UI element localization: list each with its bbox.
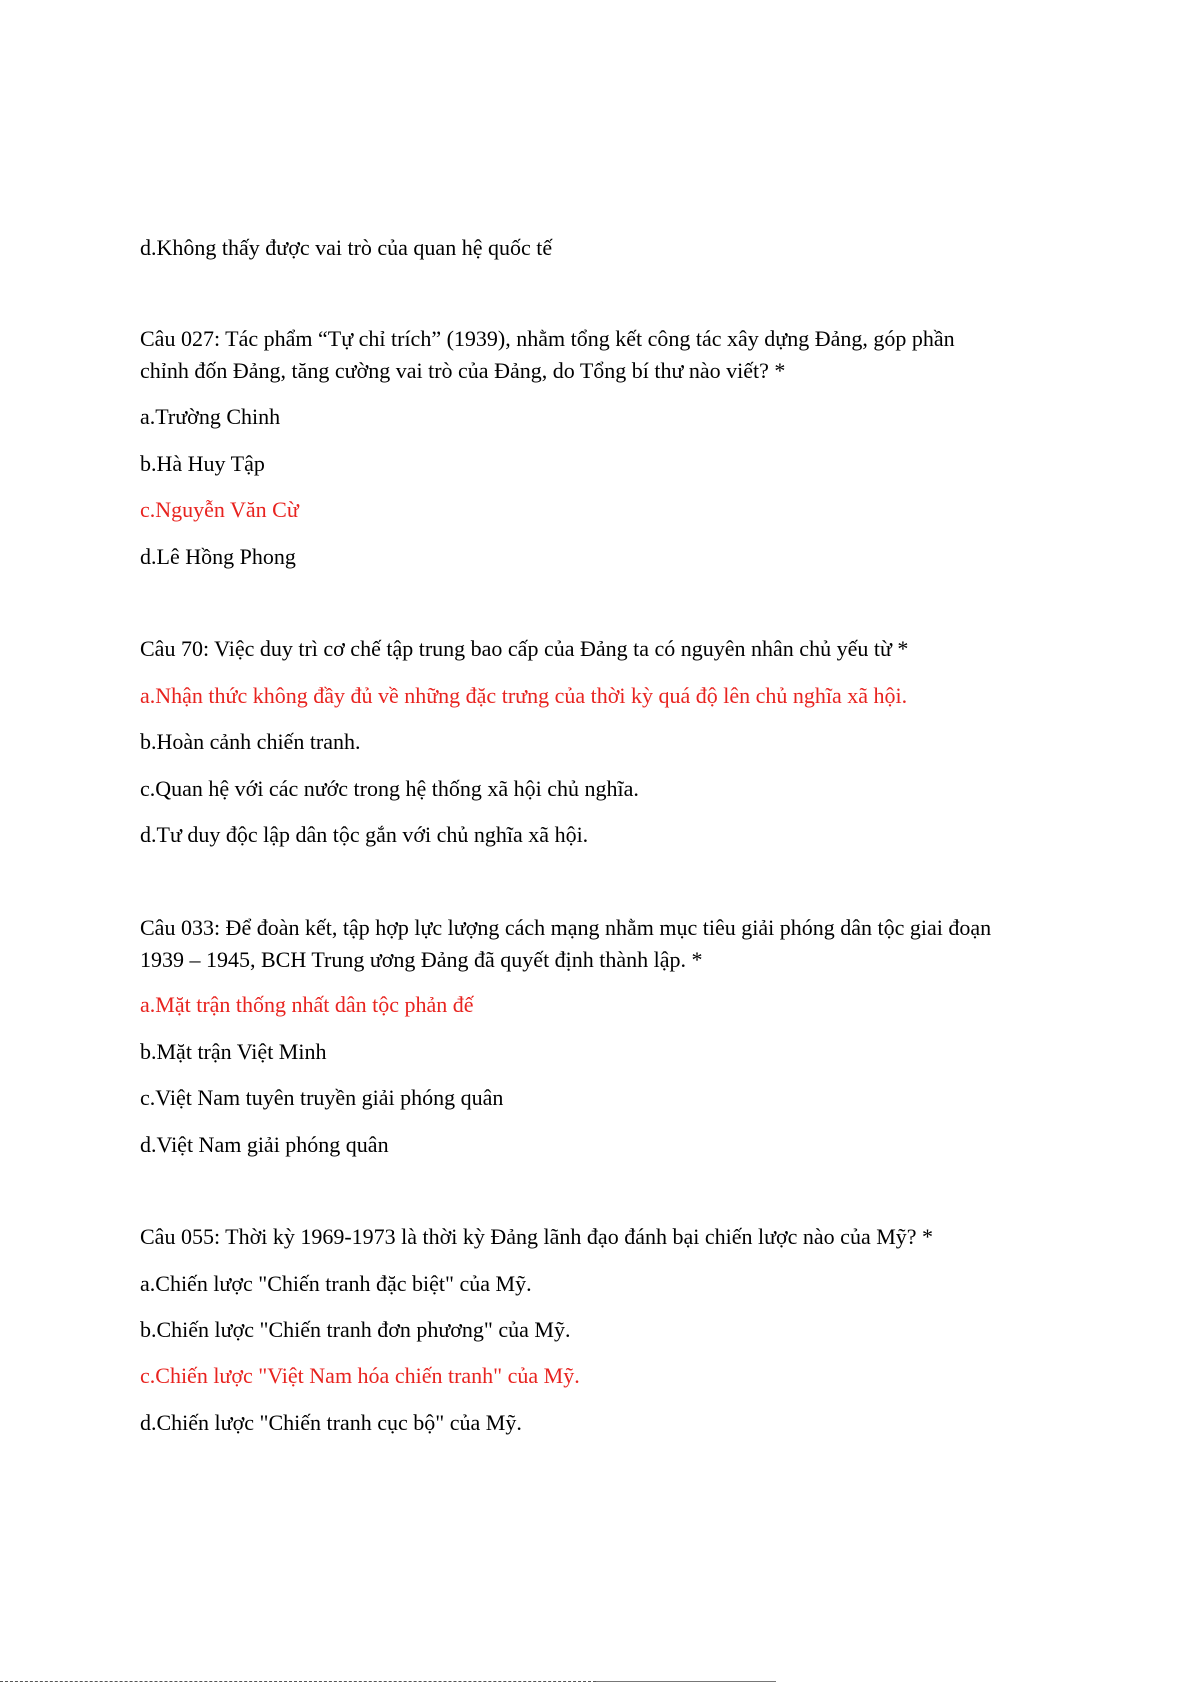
question-70-option-c: c.Quan hệ với các nước trong hệ thống xã hội chủ nghĩa. — [140, 776, 639, 801]
question-055-option-c-correct: c.Chiến lược "Việt Nam hóa chiến tranh" của Mỹ. — [140, 1363, 580, 1388]
question-027-option-c-correct: c.Nguyễn Văn Cừ — [140, 497, 299, 522]
question-033-option-c: c.Việt Nam tuyên truyền giải phóng quân — [140, 1085, 504, 1110]
question-033-stem-line2: 1939 – 1945, BCH Trung ương Đảng đã quyết định thành lập. * — [140, 947, 703, 972]
question-033-option-b: b.Mặt trận Việt Minh — [140, 1039, 327, 1064]
question-055-stem-line1: Câu 055: Thời kỳ 1969-1973 là thời kỳ Đảng lãnh đạo đánh bại chiến lược nào của Mỹ? * — [140, 1224, 934, 1249]
question-033-option-d: d.Việt Nam giải phóng quân — [140, 1132, 389, 1157]
question-70-option-b: b.Hoàn cảnh chiến tranh. — [140, 729, 361, 754]
question-027-option-a: a.Trường Chinh — [140, 404, 281, 429]
question-033-stem-line1: Câu 033: Để đoàn kết, tập hợp lực lượng cách mạng nhằm mục tiêu giải phóng dân tộc giai đoạn — [140, 915, 992, 940]
question-70-option-d: d.Tư duy độc lập dân tộc gắn với chủ nghĩa xã hội. — [140, 822, 589, 847]
prev-question-option-d: d.Không thấy được vai trò của quan hệ quốc tế — [140, 235, 553, 260]
question-055-option-b: b.Chiến lược "Chiến tranh đơn phương" của Mỹ. — [140, 1317, 571, 1342]
question-033-option-a-correct: a.Mặt trận thống nhất dân tộc phản đế — [140, 992, 474, 1017]
question-70-stem-line1: Câu 70: Việc duy trì cơ chế tập trung bao cấp của Đảng ta có nguyên nhân chủ yếu từ * — [140, 636, 909, 661]
page-bottom-divider-2 — [596, 1681, 776, 1682]
question-027-stem-line2: chỉnh đốn Đảng, tăng cường vai trò của Đảng, do Tổng bí thư nào viết? * — [140, 358, 786, 383]
question-027-option-b: b.Hà Huy Tập — [140, 451, 265, 476]
question-027-stem-line1: Câu 027: Tác phẩm “Tự chỉ trích” (1939), nhằm tổng kết công tác xây dựng Đảng, góp phần — [140, 326, 955, 351]
question-055-option-a: a.Chiến lược "Chiến tranh đặc biệt" của Mỹ. — [140, 1271, 532, 1296]
question-70-option-a-correct: a.Nhận thức không đầy đủ về những đặc trưng của thời kỳ quá độ lên chủ nghĩa xã hội. — [140, 683, 908, 708]
page-bottom-divider — [0, 1681, 596, 1682]
question-055-option-d: d.Chiến lược "Chiến tranh cục bộ" của Mỹ. — [140, 1410, 522, 1435]
question-027-option-d: d.Lê Hồng Phong — [140, 544, 296, 569]
